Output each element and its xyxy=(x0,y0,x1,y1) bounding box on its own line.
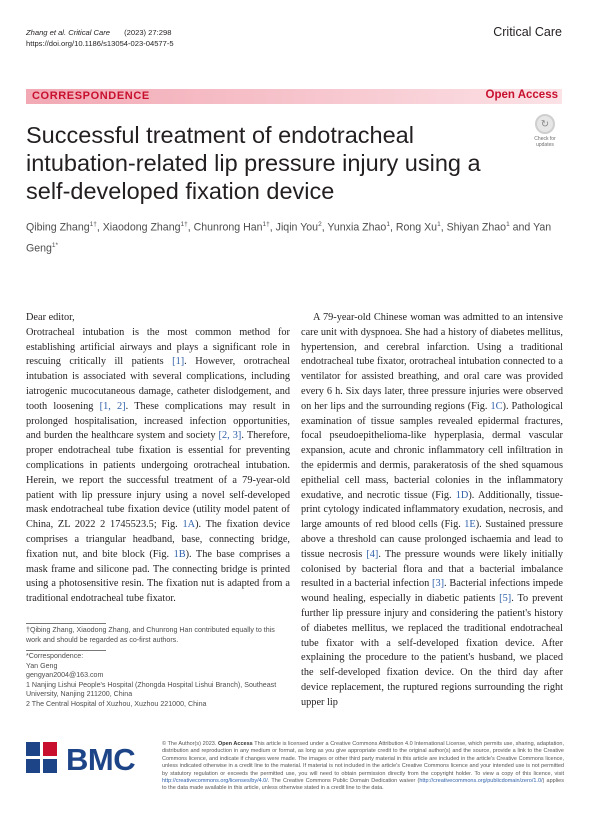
author-name[interactable]: Xiaodong Zhang xyxy=(102,221,181,234)
author-affiliation-marker: 2 xyxy=(318,221,322,228)
cc-zero-link[interactable]: http://creativecommons.org/publicdomain/zero/1.0/ xyxy=(419,778,543,785)
citation-line xyxy=(26,27,174,38)
bmc-logo-icon xyxy=(26,742,62,778)
author-conjunction: and xyxy=(509,221,534,234)
body-left-column xyxy=(26,311,290,607)
affiliation-1: 1 Nanjing Lishui People's Hospital (Zhongda Hospital Lishui Branch), Southeast University, Nanjing 211200, China xyxy=(26,680,277,699)
license-text-3: ) applies to the data made available in this article, unless otherwise stated in a credit line to the data. xyxy=(162,778,564,792)
citation-link[interactable]: [3] xyxy=(432,578,445,590)
left-paragraph: Orotracheal intubation is the most common method for establishing artificial airways and plays a significant role in rescuing critically ill patients [1]. However, orotracheal intubation is associated with several complications, including iatrogenic mucocutaneous damage, catheter dislodgement, and tooth loosening [1, 2]. These complications may result in prolonged hospitalisation, increased infection opportunities, and burden the healthcare system and society [2, 3]. Therefore, proper endotracheal tube fixation is essential for preventing complications in patients undergoing orotracheal intubation. Herein, we report the successful treatment of a 79-year-old patient with lip pressure injury using a novel self-developed mask endotracheal tube fixation device (utility model patent of China, ZL 2022 2 1745523.5; Fig. 1A). The fixation device comprises a triangular headband, base, connecting bridge, fixation nut, and bite block (Fig. 1B). The base comprises a mask frame and silicone pad. The connecting bridge is printed using a photosensitive resin. The fixation nut is adapted from a traditional endotracheal tube fixator. xyxy=(26,326,291,605)
license-statement xyxy=(162,741,564,793)
doi-link[interactable]: https://doi.org/10.1186/s13054-023-04577-5 xyxy=(26,39,174,48)
correspondence-label: *Correspondence: xyxy=(26,652,84,660)
author-affiliation-marker: 1† xyxy=(89,221,97,228)
running-header xyxy=(26,27,174,49)
author-affiliation-marker: 1* xyxy=(51,241,59,249)
author-affiliation-marker: 1† xyxy=(262,221,270,228)
cc-by-link[interactable]: http://creativecommons.org/licenses/by/4.0/ xyxy=(162,778,268,785)
body-right-column xyxy=(301,311,563,711)
contribution-note: †Qibing Zhang, Xiaodong Zhang, and Chunrong Han contributed equally to this work and should be regarded as co-first authors. xyxy=(26,626,275,644)
article-title: Successful treatment of endotracheal intubation-related lip pressure injury using a self-developed fixation device xyxy=(26,122,481,204)
author-name[interactable]: Chunrong Han xyxy=(193,221,263,234)
author-name[interactable]: Yunxia Zhao xyxy=(327,221,387,234)
citation-link[interactable]: [1] xyxy=(172,356,185,368)
author-name[interactable]: Shiyan Zhao xyxy=(446,221,507,234)
author-name[interactable]: Qibing Zhang xyxy=(26,221,90,234)
author-name[interactable]: Jiqin You xyxy=(275,221,319,234)
correspondence-email[interactable]: gengyan2004@163.com xyxy=(26,671,104,680)
author-affiliation-marker: 1† xyxy=(180,221,188,228)
check-for-updates-badge[interactable] xyxy=(528,114,562,154)
update-check-icon: ↻ xyxy=(535,114,555,134)
citation-link[interactable]: [2, 3] xyxy=(218,430,242,442)
correspondence-name: Yan Geng xyxy=(26,661,58,670)
citation-link[interactable]: [4] xyxy=(366,548,379,560)
year-issue: (2023) 27:298 xyxy=(124,28,172,37)
citation-link[interactable]: 1D xyxy=(455,489,469,501)
author-name[interactable]: Rong Xu xyxy=(395,221,438,234)
author-name[interactable]: Yan Geng xyxy=(26,221,552,255)
publisher-logo xyxy=(26,740,146,776)
journal-name: Critical Care xyxy=(493,25,562,39)
correspondence-block xyxy=(26,652,288,710)
license-text-2: . The Creative Commons Public Domain Dedication waiver ( xyxy=(267,778,420,785)
affiliation-2: 2 The Central Hospital of Xuzhou, Xuzhou 221000, China xyxy=(26,699,207,708)
citation-link[interactable]: 1C xyxy=(490,400,503,412)
salutation: Dear editor, xyxy=(26,312,75,323)
license-open-access-label: Open Access xyxy=(217,741,253,747)
citation-link[interactable]: 1E xyxy=(464,519,476,531)
journal-authors: Zhang et al. Critical Care xyxy=(26,28,110,37)
bmc-wordmark: BMC xyxy=(66,742,136,777)
citation-link[interactable]: [5] xyxy=(499,593,512,605)
right-paragraph: A 79-year-old Chinese woman was admitted to an intensive care unit with dyspnoea. She had a history of diabetes mellitus, hypertension, and cerebral infarction. Using a traditional endotracheal tube fixator, orotracheal intubation connected to a ventilator for assisted breathing, and oral care was provided every 6 h. Six days later, three pressure injuries were observed on her lips and the surrounding regions (Fig. 1C). Pathological examination of tissue samples revealed epidermal fractures, focal pseudoepithelioma-like hyperplasia, dermal vascular expansion, acute and chronic inflammatory cell infiltration in the epidermis and dermis, parakeratosis of the shed squamous epithelial cell mass, bacterial colonies in the inflammatory exudative, and necrotic tissue (Fig. 1D). Additionally, tissue-print cytology indicated inflammatory exudation, necrosis, and large amounts of red blood cells (Fig. 1E). Sustained pressure above a threshold can cause prolonged ischaemia and lead to tissue necrosis [4]. The pressure wounds were likely initially colonised by bacterial flora and that a bacterial imbalance resulted in a bacterial infection [3]. Bacterial infections impede wound healing, especially in diabetic patients [5]. To prevent further lip pressure injury and considering the patient's history of diabetes mellitus, we replaced the traditional endotracheal tube fixator with a self-developed fixation device. After explaining the procedure to the patient's husband, we placed the self-developed fixation device. On the third day after device replacement, the ruptured regions surrounding the right upper lip xyxy=(301,312,564,708)
check-for-updates-label: Check for updates xyxy=(534,136,556,148)
article-type-label: CORRESPONDENCE xyxy=(32,90,150,102)
copyright-text: © The Author(s) 2023. xyxy=(162,741,217,747)
citation-link[interactable]: [1, 2] xyxy=(99,400,126,412)
citation-link[interactable]: 1A xyxy=(182,519,196,531)
open-access-label: Open Access xyxy=(485,89,558,101)
author-affiliation-marker: 1 xyxy=(506,221,510,228)
author-affiliation-marker: 1 xyxy=(386,221,390,228)
footnote-rule xyxy=(26,623,106,624)
author-list: Qibing Zhang$^{1\dagger}$, Xiaodong Zhang$^{1\dagger}$, Chunrong Han$^{1\dagger}$, Jiqin You$^2$, Yunxia Zhao$^1$, Rong Xu$^1$, Shiyan Zhao$^1$ and Yan Geng$^{1*}$ xyxy=(26,221,552,255)
author-affiliation-marker: 1 xyxy=(437,221,441,228)
footnote-rule xyxy=(26,650,106,651)
article-type-band xyxy=(26,89,562,104)
citation-link[interactable]: 1B xyxy=(173,548,186,560)
license-text-1: This article is licensed under a Creative Commons Attribution 4.0 International License, which permits use, sharing, adaptation, distribution and reproduction in any medium or format, as long as you give appropriate credit to the original author(s) and the source, provide a link to the Creative Commons licence, and indicate if changes were made. The images or other third party material in this article are included in the article's Creative Commons licence, unless indicated otherwise in a credit line to the material. If material is not included in the article's Creative Commons licence and your intended use is not permitted by statutory regulation or exceeds the permitted use, you will need to obtain permission directly from the copyright holder. To view a copy of this licence, visit xyxy=(162,741,564,777)
